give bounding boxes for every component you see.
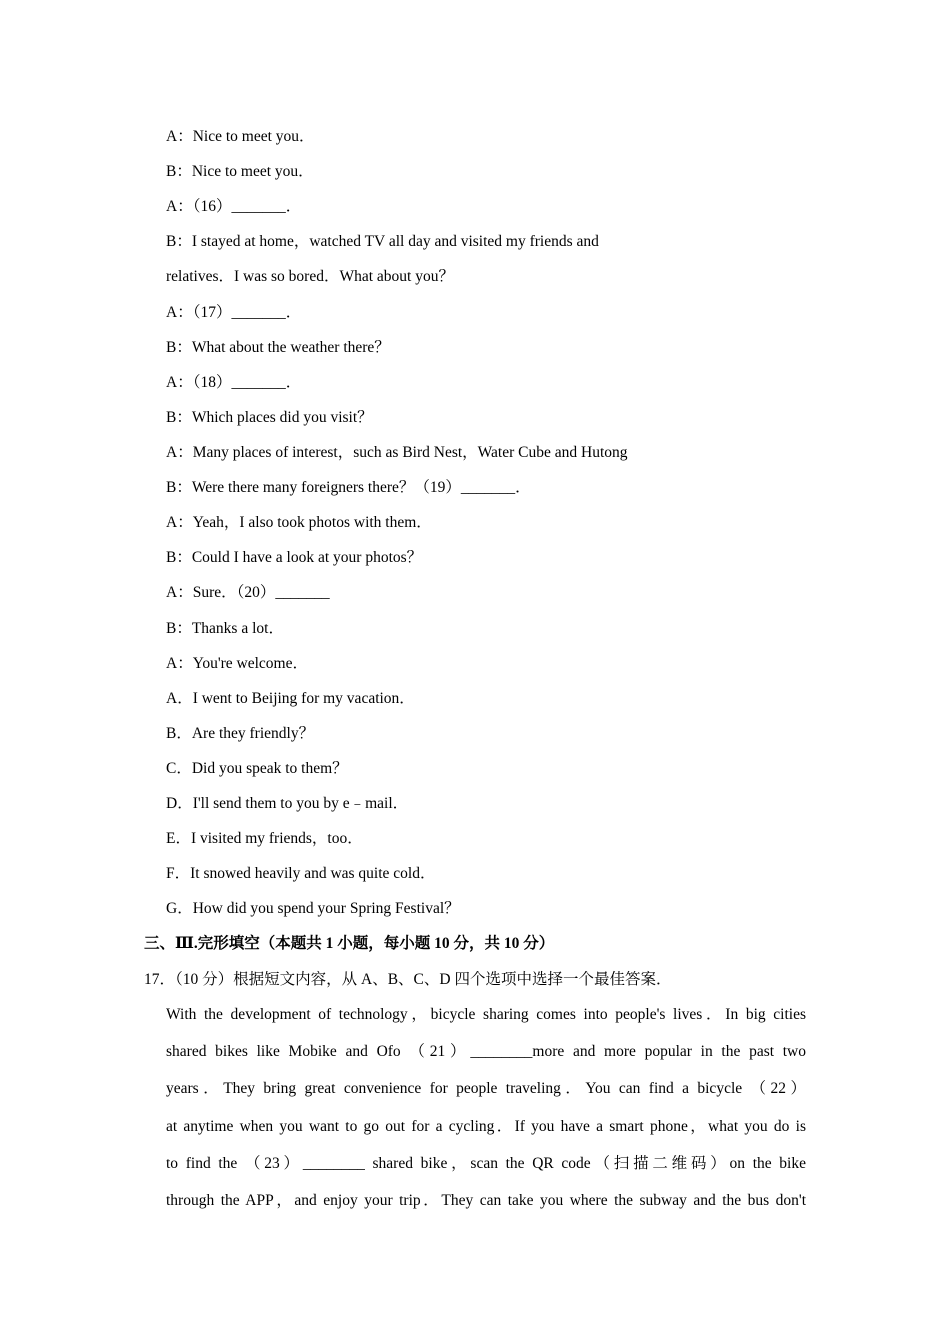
dialogue-line: B：I stayed at home，watched TV all day and visited my friends and [166,233,599,250]
dialogue-line: B：Nice to meet you． [166,163,314,180]
dialogue-line: A：You're welcome． [166,655,308,672]
dialogue-line: A：Sure．（20）_______ [166,584,330,601]
option-e: E．I visited my friends，too． [166,830,363,847]
dialogue-line: A：（17）_______． [166,304,302,321]
passage-line: at anytime when you want to go out for a cycling．If you have a smart phone，what you do is [166,1118,806,1135]
dialogue-line: B：Were there many foreigners there？（19）_______． [166,479,531,496]
option-c: C．Did you speak to them？ [166,760,348,777]
passage-line: shared bikes like Mobike and Ofo （21）________more and more popular in the past two [166,1043,806,1060]
section-heading: 三、Ⅲ.完形填空（本题共 1 小题，每小题 10 分，共 10 分） [144,935,555,952]
passage-line: to find the （23）________ shared bike，scan the QR code（扫描二维码）on the bike [166,1155,806,1172]
dialogue-line: relatives．I was so bored．What about you？ [166,268,454,285]
dialogue-line: B：Which places did you visit？ [166,409,373,426]
option-g: G．How did you spend your Spring Festival？ [166,900,460,917]
dialogue-line: B：Thanks a lot． [166,620,284,637]
dialogue-line: A：Yeah，I also took photos with them． [166,514,432,531]
dialogue-line: A：Many places of interest，such as Bird Nest，Water Cube and Hutong [166,444,628,461]
question-instruction: 17．（10 分）根据短文内容，从 A、B、C、D 四个选项中选择一个最佳答案． [144,971,672,988]
dialogue-line: A：（16）_______． [166,198,302,215]
dialogue-line: B：What about the weather there？ [166,339,390,356]
option-b: B．Are they friendly？ [166,725,315,742]
passage-line: With the development of technology，bicycle sharing comes into people's lives．In big cities [166,1006,806,1023]
passage-line: years．They bring great convenience for people traveling．You can find a bicycle （22） [166,1080,806,1097]
option-a: A．I went to Beijing for my vacation． [166,690,415,707]
dialogue-line: A：Nice to meet you． [166,128,315,145]
dialogue-line: A：（18）_______． [166,374,302,391]
dialogue-line: B：Could I have a look at your photos？ [166,549,423,566]
option-f: F．It snowed heavily and was quite cold． [166,865,436,882]
passage-line: through the APP，and enjoy your trip．They can take you where the subway and the bus don't [166,1192,806,1209]
option-d: D．I'll send them to you by e﹣mail． [166,795,409,812]
